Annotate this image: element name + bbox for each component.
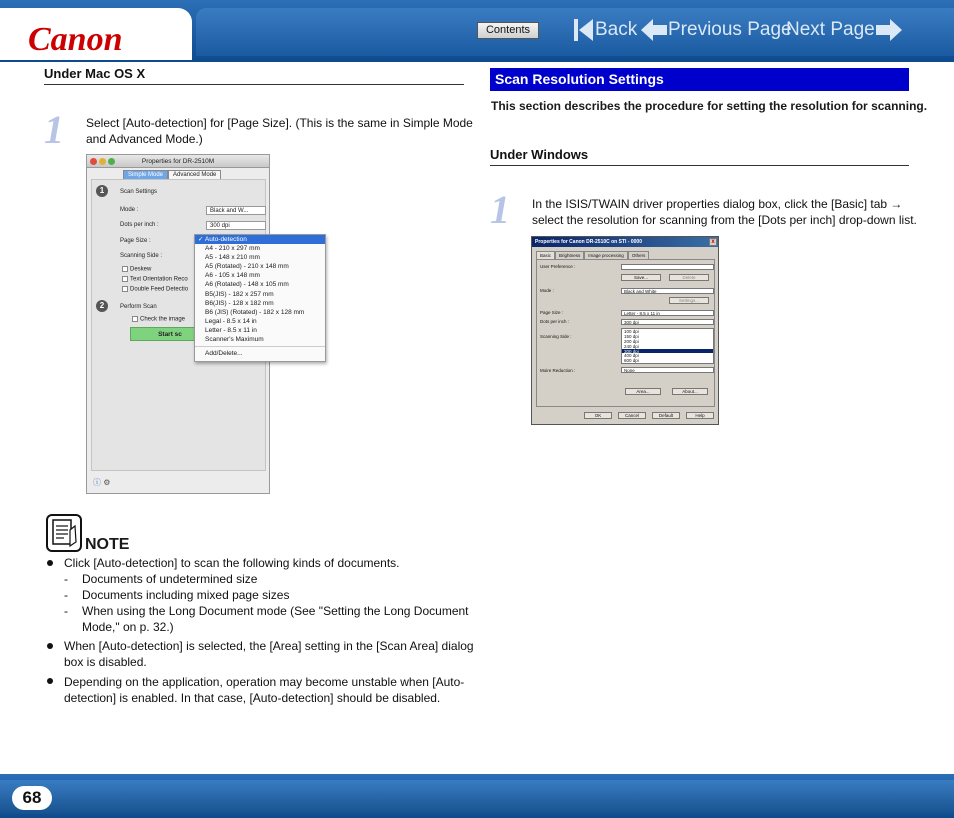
text-orientation-checkbox[interactable]: [122, 276, 188, 283]
close-dot-icon: [90, 158, 97, 165]
note-bullet-2-line2: box is disabled.: [64, 655, 147, 669]
windows-heading-rule: [490, 165, 909, 166]
mac-window-title: [87, 155, 269, 168]
about-button[interactable]: About...: [672, 388, 708, 395]
step-2-badge: 2: [96, 300, 108, 312]
minimize-dot-icon: [99, 158, 106, 165]
next-page-button[interactable]: [786, 16, 903, 44]
check-image-checkbox[interactable]: [132, 316, 185, 323]
deskew-label: Deskew: [130, 266, 152, 273]
page-size-label: Page Size :: [120, 238, 151, 244]
settings-gear-icon[interactable]: ⚙: [103, 478, 111, 487]
default-button[interactable]: Default: [652, 412, 680, 419]
perform-scan-label: Perform Scan: [120, 304, 157, 310]
help-button[interactable]: Help: [686, 412, 714, 419]
canon-logo: Canon: [28, 21, 123, 58]
windows-heading: Under Windows: [490, 147, 589, 162]
dropdown-item[interactable]: Letter - 8.5 x 11 in: [205, 326, 257, 334]
windows-step-number: 1: [490, 187, 510, 232]
scanning-side-label: Scanning Side :: [120, 253, 163, 259]
ok-button[interactable]: OK: [584, 412, 612, 419]
note-sub-3-line2: Mode," on p. 32.): [82, 620, 174, 634]
mac-step-text-line2: and Advanced Mode.): [86, 132, 203, 146]
dpi-option[interactable]: 100 dpi: [624, 329, 639, 334]
back-label: Back: [595, 19, 638, 40]
footer-inner: [0, 780, 954, 814]
tab-brightness[interactable]: Brightness: [555, 251, 584, 259]
arrow-left-icon: [640, 17, 668, 43]
win-tabs: [536, 251, 649, 259]
tab-image-processing[interactable]: Image processing: [584, 251, 628, 259]
mac-heading: Under Mac OS X: [44, 66, 146, 81]
mac-title-text: Properties for DR-2510M: [141, 158, 215, 165]
bullet-icon: [47, 643, 53, 649]
tab-basic[interactable]: Basic: [536, 251, 555, 259]
check-image-label: Check the image: [140, 316, 186, 323]
dropdown-item[interactable]: Legal - 8.5 x 14 in: [205, 317, 257, 325]
dpi-select[interactable]: 300 dpi: [206, 221, 266, 230]
mac-step-text-line1: Select [Auto-detection] for [Page Size]. (This is the same in Simple Mode: [86, 116, 473, 130]
delete-button[interactable]: Delete: [669, 274, 709, 281]
dpi-option[interactable]: 200 dpi: [624, 338, 639, 344]
mac-step-number: 1: [44, 107, 64, 152]
moire-reduction-label: Moire Reduction :: [540, 368, 576, 373]
dpi-label: Dots per inch :: [120, 222, 159, 228]
notepad-icon: [48, 516, 80, 550]
text-orientation-label: Text Orientation Reco: [130, 276, 188, 283]
note-sub-3-line1: When using the Long Document mode (See "Setting the Long Document: [82, 604, 469, 618]
zoom-dot-icon: [108, 158, 115, 165]
previous-page-button[interactable]: [640, 16, 792, 44]
deskew-checkbox[interactable]: [122, 266, 151, 273]
dropdown-item[interactable]: Scanner's Maximum: [205, 336, 264, 344]
page-size-label: Page Size :: [540, 310, 564, 315]
moire-reduction-select[interactable]: None: [621, 367, 714, 373]
dropdown-item-selected[interactable]: [195, 235, 325, 244]
user-preference-label: User Preference :: [540, 264, 576, 269]
win-title-bar: [532, 237, 718, 247]
tab-simple-mode[interactable]: Simple Mode: [123, 170, 168, 180]
dropdown-item-add-delete[interactable]: Add/Delete...: [205, 350, 243, 358]
area-button[interactable]: Area...: [625, 388, 661, 395]
section-description: This section describes the procedure for setting the resolution for scanning.: [491, 99, 928, 113]
note-title: NOTE: [85, 536, 130, 553]
page-size-dropdown[interactable]: [194, 234, 326, 362]
user-preference-select[interactable]: [621, 264, 714, 270]
info-icon[interactable]: ⓘ: [93, 478, 101, 487]
dpi-select[interactable]: 300 dpi: [621, 319, 714, 325]
dropdown-item[interactable]: A5 - 148 x 210 mm: [205, 254, 260, 262]
double-feed-checkbox[interactable]: [122, 286, 188, 293]
note-bullet-1: Click [Auto-detection] to scan the following kinds of documents.: [64, 556, 400, 570]
dpi-option[interactable]: 150 dpi: [624, 333, 639, 339]
dpi-option[interactable]: 240 dpi: [624, 343, 639, 349]
bullet-icon: [47, 678, 53, 684]
dpi-option[interactable]: 600 dpi: [624, 358, 639, 364]
page-size-select[interactable]: Letter - 8.5 x 11 in: [621, 310, 714, 316]
dpi-dropdown-list[interactable]: [621, 328, 714, 364]
dropdown-item[interactable]: A4 - 210 x 297 mm: [205, 245, 260, 253]
sub-dash: -: [64, 604, 68, 618]
mode-select[interactable]: Black and W...: [206, 206, 266, 215]
next-page-label: Next Page: [786, 19, 875, 40]
start-scan-button[interactable]: Start sc: [130, 327, 210, 341]
settings-button[interactable]: Settings...: [669, 297, 709, 304]
dpi-label: Dots per inch :: [540, 319, 570, 324]
footer-bar: [0, 774, 954, 818]
mode-label: Mode :: [120, 207, 139, 213]
dropdown-item[interactable]: B6 (JIS) (Rotated) - 182 x 128 mm: [205, 308, 305, 316]
step-1-badge: 1: [96, 185, 108, 197]
mode-label: Mode :: [540, 288, 554, 293]
dropdown-item[interactable]: A5 (Rotated) - 210 x 148 mm: [205, 263, 289, 271]
windows-step-text-line1: In the ISIS/TWAIN driver properties dialog box, click the [Basic] tab →: [532, 197, 903, 211]
logo-tab: [0, 8, 192, 60]
note-bullet-3-line2: detection] is enabled. In that case, [Auto-detection] should be disabled.: [64, 691, 441, 705]
cancel-button[interactable]: Cancel: [618, 412, 646, 419]
note-bullet-2-line1: When [Auto-detection] is selected, the [Area] setting in the [Scan Area] dialog: [64, 639, 474, 653]
dropdown-item-label: Auto-detection: [204, 236, 247, 243]
section-banner: Scan Resolution Settings: [490, 68, 909, 91]
back-icon: [573, 17, 595, 43]
win-basic-panel: [536, 259, 715, 407]
previous-page-label: Previous Page: [668, 19, 792, 40]
arrow-right-icon: [875, 17, 903, 43]
sub-dash: -: [64, 572, 68, 586]
dropdown-item[interactable]: B6(JIS) - 128 x 182 mm: [205, 299, 274, 307]
checkmark-icon: ✓: [198, 236, 204, 243]
mac-footer-icons: [93, 477, 110, 488]
win-title-text: Properties for Canon DR-2510C on STI - 0000: [535, 239, 642, 245]
dpi-option-selected[interactable]: 300 dpi: [622, 349, 713, 354]
dropdown-separator: [195, 346, 325, 347]
dropdown-item[interactable]: A6 (Rotated) - 148 x 105 mm: [205, 281, 289, 289]
page-number: 68: [12, 786, 52, 810]
scanning-side-label: Scanning Side :: [540, 334, 572, 339]
dropdown-item[interactable]: B5(JIS) - 182 x 257 mm: [205, 290, 274, 298]
tab-others[interactable]: Others: [628, 251, 650, 259]
sub-dash: -: [64, 588, 68, 602]
windows-properties-dialog: [531, 236, 719, 425]
scan-settings-label: Scan Settings: [120, 189, 158, 195]
note-bullet-3-line1: Depending on the application, operation may become unstable when [Auto-: [64, 675, 465, 689]
note-sub-2: Documents including mixed page sizes: [82, 588, 290, 602]
close-icon[interactable]: x: [709, 238, 717, 246]
double-feed-label: Double Feed Detectio: [130, 286, 189, 293]
note-sub-1: Documents of undetermined size: [82, 572, 258, 586]
back-button[interactable]: [573, 16, 637, 44]
dropdown-item[interactable]: A6 - 105 x 148 mm: [205, 272, 260, 280]
save-button[interactable]: Save...: [621, 274, 661, 281]
windows-step-text-line2: select the resolution for scanning from the [Dots per inch] drop-down list.: [532, 213, 917, 227]
contents-button[interactable]: Contents: [477, 22, 539, 39]
bullet-icon: [47, 560, 53, 566]
mac-heading-rule: [44, 84, 464, 85]
note-icon: [46, 514, 82, 552]
tab-advanced-mode[interactable]: Advanced Mode: [168, 170, 221, 180]
header-bar: [0, 0, 954, 62]
mode-select[interactable]: Black and White: [621, 288, 714, 294]
dpi-option[interactable]: 400 dpi: [624, 353, 639, 359]
